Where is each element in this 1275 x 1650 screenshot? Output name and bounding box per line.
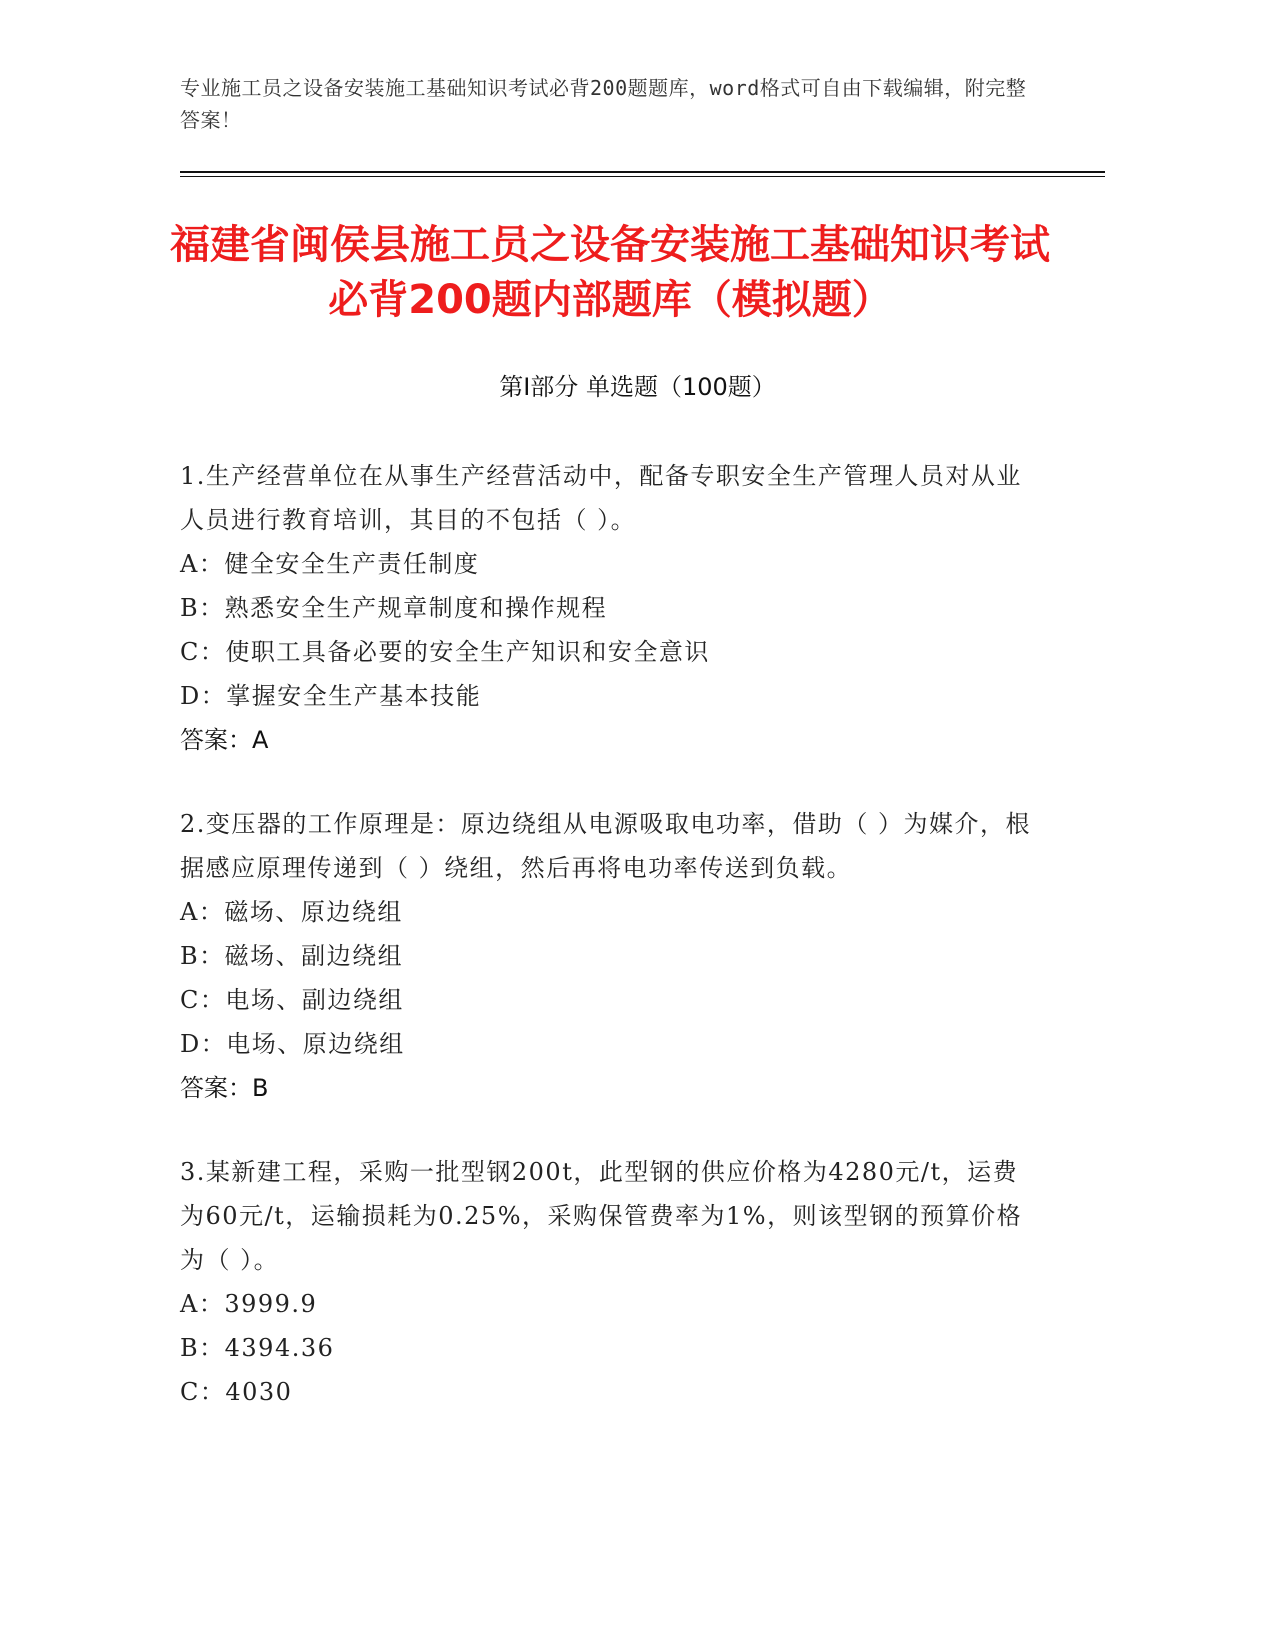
question-2 <box>180 802 1040 1110</box>
option-a: A：健全安全生产责任制度 <box>180 550 480 578</box>
section-heading: 第I部分 单选题（100题） <box>499 373 776 401</box>
question-stem: 1.生产经营单位在从事生产经营活动中，配备专职安全生产管理人员对从业人员进行教育培训，其目的不包括（ ）。 <box>180 462 1022 534</box>
option-d: D：掌握安全生产基本技能 <box>180 682 482 710</box>
question-stem: 3.某新建工程，采购一批型钢200t，此型钢的供应价格为4280元/t，运费为60元/t，运输损耗为0.25%，采购保管费率为1%，则该型钢的预算价格为（ ）。 <box>180 1158 1023 1274</box>
option-b: B：磁场、副边绕组 <box>180 942 404 970</box>
option-b: B：熟悉安全生产规章制度和操作规程 <box>180 594 608 622</box>
option-a: A：3999.9 <box>180 1290 318 1318</box>
header-rule-thin <box>180 176 1105 177</box>
question-1 <box>180 454 1040 762</box>
question-stem: 2.变压器的工作原理是：原边绕组从电源吸取电功率，借助（ ）为媒介，根据感应原理传递到（ ）绕组，然后再将电功率传送到负载。 <box>180 810 1032 882</box>
document-title: 福建省闽侯县施工员之设备安装施工基础知识考试必背200题内部题库（模拟题） <box>170 222 1050 323</box>
option-a: A：磁场、原边绕组 <box>180 898 403 926</box>
answer: 答案：B <box>180 1074 269 1102</box>
option-c: C：使职工具备必要的安全生产知识和安全意识 <box>180 638 710 666</box>
header-rule-thick <box>180 171 1105 173</box>
answer: 答案：A <box>180 726 269 754</box>
option-d: D：电场、原边绕组 <box>180 1030 405 1058</box>
option-c: C：4030 <box>180 1378 293 1406</box>
question-3 <box>180 1150 1040 1414</box>
header-note: 专业施工员之设备安装施工基础知识考试必背200题题库，word格式可自由下载编辑，附完整答案！ <box>180 76 1027 132</box>
option-c: C：电场、副边绕组 <box>180 986 404 1014</box>
option-b: B：4394.36 <box>180 1334 335 1362</box>
